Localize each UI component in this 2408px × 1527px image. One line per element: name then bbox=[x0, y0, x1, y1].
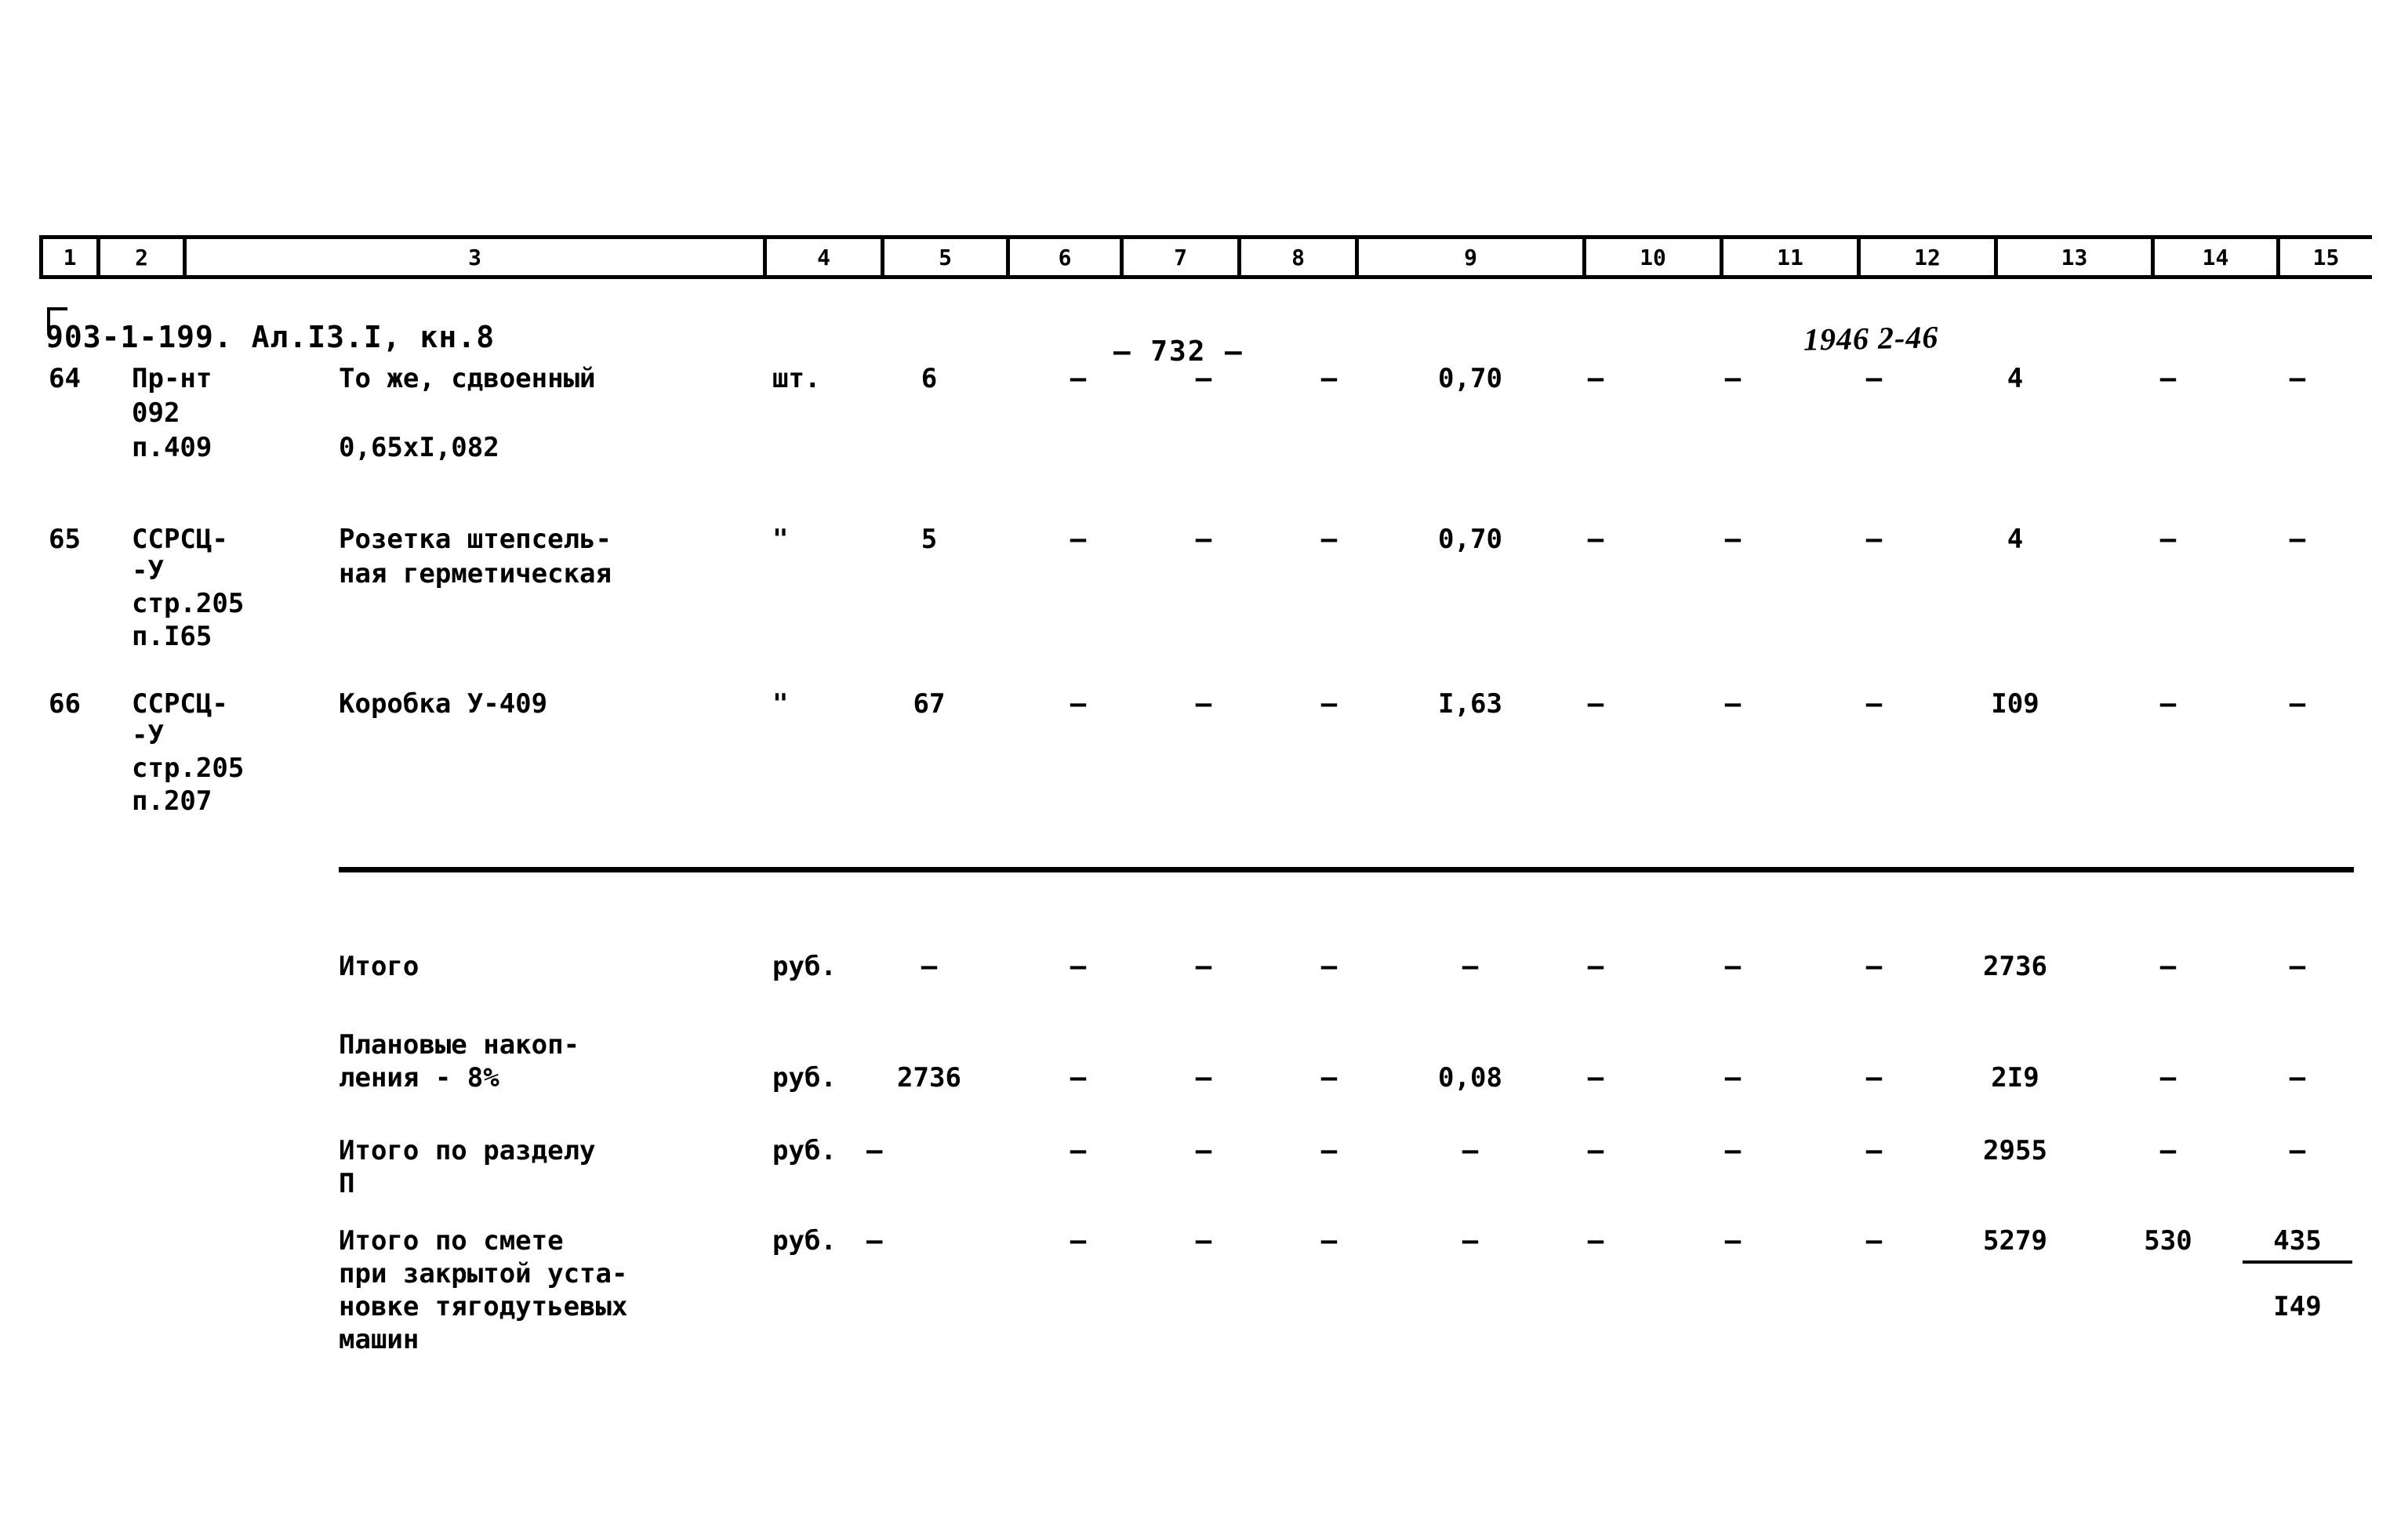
total-col5: 2736 bbox=[897, 1062, 961, 1094]
total-label: Итого по разделу bbox=[339, 1135, 596, 1166]
total-col9: — bbox=[1462, 1225, 1479, 1257]
row-number: 65 bbox=[49, 524, 81, 555]
total-unit: руб. bbox=[772, 951, 837, 982]
row-col9: 0,70 bbox=[1438, 363, 1502, 394]
column-number-4: 4 bbox=[767, 239, 884, 275]
row-col14: — bbox=[2159, 524, 2177, 555]
total-col15: — bbox=[2289, 951, 2306, 982]
total-col11: — bbox=[1724, 951, 1742, 982]
row-justification-line3: п.409 bbox=[132, 432, 212, 463]
row-justification-line2: -У bbox=[132, 720, 164, 751]
row-justification: ССРСЦ- bbox=[132, 688, 228, 720]
total-col7: — bbox=[1195, 951, 1212, 982]
row-col5: 67 bbox=[913, 688, 946, 720]
total-col8: — bbox=[1320, 1225, 1338, 1257]
total-col9: 0,08 bbox=[1438, 1062, 1502, 1094]
total-label-line3: новке тягодутьевых bbox=[339, 1291, 628, 1322]
row-col6: — bbox=[1070, 688, 1087, 720]
total-unit: руб. bbox=[772, 1135, 837, 1166]
row-col15: — bbox=[2289, 688, 2306, 720]
row-col9: 0,70 bbox=[1438, 524, 1502, 555]
row-col14: — bbox=[2159, 688, 2177, 720]
column-number-15: 15 bbox=[2312, 244, 2340, 270]
row-description: То же, сдвоенный bbox=[339, 363, 596, 394]
total-col14: 530 bbox=[2144, 1225, 2192, 1257]
row-col10: — bbox=[1587, 688, 1604, 720]
total-col6: — bbox=[1070, 1225, 1087, 1257]
column-number-8: 8 bbox=[1241, 239, 1359, 275]
row-justification-line3: стр.205 bbox=[132, 588, 245, 619]
document-code: 903-1-199. Ал.I3.I, кн.8 bbox=[45, 320, 496, 354]
row-number: 64 bbox=[49, 363, 81, 394]
total-col12: — bbox=[1865, 1135, 1883, 1166]
column-number-10: 10 bbox=[1586, 239, 1723, 275]
total-col8: — bbox=[1320, 1062, 1338, 1094]
column-number-6: 6 bbox=[1010, 239, 1124, 275]
row-col11: — bbox=[1724, 688, 1742, 720]
total-col14: — bbox=[2159, 951, 2177, 982]
total-col7: — bbox=[1195, 1062, 1212, 1094]
total-col12: — bbox=[1865, 1225, 1883, 1257]
total-col10: — bbox=[1587, 1062, 1604, 1094]
total-col12: — bbox=[1865, 951, 1883, 982]
total-col10: — bbox=[1587, 1225, 1604, 1257]
total-col15-second: I49 bbox=[2273, 1291, 2322, 1322]
row-justification-line4: п.207 bbox=[132, 785, 212, 817]
row-justification-line2: -У bbox=[132, 555, 164, 586]
row-col14: — bbox=[2159, 363, 2177, 394]
row-justification-line3: стр.205 bbox=[132, 753, 245, 784]
total-col5: — bbox=[921, 951, 938, 982]
row-col5: 6 bbox=[921, 363, 938, 394]
total-col9: — bbox=[1462, 1135, 1479, 1166]
row-col13: 4 bbox=[2007, 524, 2024, 555]
total-col14: — bbox=[2159, 1062, 2177, 1094]
total-label-line2: П bbox=[339, 1168, 355, 1199]
row-col15: — bbox=[2289, 524, 2306, 555]
row-col10: — bbox=[1587, 363, 1604, 394]
row-description: Розетка штепсель- bbox=[339, 524, 612, 555]
row-col5: 5 bbox=[921, 524, 938, 555]
column-number-11: 11 bbox=[1723, 239, 1861, 275]
row-justification-line2: 092 bbox=[132, 397, 180, 429]
total-col7: — bbox=[1195, 1135, 1212, 1166]
row-col8: — bbox=[1320, 688, 1338, 720]
total-col8: — bbox=[1320, 951, 1338, 982]
row-unit: " bbox=[772, 524, 789, 555]
column-number-5: 5 bbox=[884, 239, 1010, 275]
row-col12: — bbox=[1865, 688, 1883, 720]
total-label-line4: машин bbox=[339, 1324, 419, 1355]
row-col7: — bbox=[1195, 688, 1212, 720]
column-number-3: 3 bbox=[187, 239, 767, 275]
total-col15: 435 bbox=[2243, 1223, 2352, 1264]
total-col13: 5279 bbox=[1983, 1225, 2047, 1257]
row-unit: " bbox=[772, 688, 789, 720]
column-number-2: 2 bbox=[100, 239, 187, 275]
total-label: Итого bbox=[339, 951, 419, 982]
column-number-13: 13 bbox=[1998, 239, 2155, 275]
total-col5: — bbox=[866, 1225, 883, 1257]
row-col11: — bbox=[1724, 363, 1742, 394]
total-label-line2: ления - 8% bbox=[339, 1062, 499, 1094]
row-col8: — bbox=[1320, 524, 1338, 555]
totals-separator-rule bbox=[339, 867, 2354, 872]
row-col12: — bbox=[1865, 363, 1883, 394]
row-col8: — bbox=[1320, 363, 1338, 394]
total-col13: 2736 bbox=[1983, 951, 2047, 982]
row-col7: — bbox=[1195, 524, 1212, 555]
handwritten-stamp: 1946 2-46 bbox=[1803, 319, 1939, 357]
total-col10: — bbox=[1587, 1135, 1604, 1166]
total-col7: — bbox=[1195, 1225, 1212, 1257]
total-col15: — bbox=[2289, 1062, 2306, 1094]
total-col8: — bbox=[1320, 1135, 1338, 1166]
row-justification: Пр-нт bbox=[132, 363, 212, 394]
row-unit: шт. bbox=[772, 363, 821, 394]
column-number-band bbox=[39, 235, 2372, 279]
total-col6: — bbox=[1070, 1062, 1087, 1094]
total-col13: 2955 bbox=[1983, 1135, 2047, 1166]
total-col11: — bbox=[1724, 1062, 1742, 1094]
row-col13: I09 bbox=[1991, 688, 2039, 720]
total-col5: — bbox=[866, 1135, 883, 1166]
total-col12: — bbox=[1865, 1062, 1883, 1094]
column-number-9: 9 bbox=[1359, 239, 1586, 275]
total-col9: — bbox=[1462, 951, 1479, 982]
column-number-14: 14 bbox=[2155, 239, 2280, 275]
total-label: Итого по смете bbox=[339, 1225, 564, 1257]
row-description-line2: ная герметическая bbox=[339, 558, 612, 589]
row-col6: — bbox=[1070, 524, 1087, 555]
row-description-line2: 0,65хI,082 bbox=[339, 432, 499, 463]
total-col6: — bbox=[1070, 1135, 1087, 1166]
column-number-12: 12 bbox=[1861, 239, 1998, 275]
total-unit: руб. bbox=[772, 1062, 837, 1094]
row-number: 66 bbox=[49, 688, 81, 720]
total-col11: — bbox=[1724, 1135, 1742, 1166]
row-col11: — bbox=[1724, 524, 1742, 555]
total-col6: — bbox=[1070, 951, 1087, 982]
total-col10: — bbox=[1587, 951, 1604, 982]
total-col11: — bbox=[1724, 1225, 1742, 1257]
page-number: — 732 — bbox=[1113, 336, 1244, 368]
total-col13: 2I9 bbox=[1991, 1062, 2039, 1094]
column-number-7: 7 bbox=[1124, 239, 1241, 275]
row-col15: — bbox=[2289, 363, 2306, 394]
total-col14: — bbox=[2159, 1135, 2177, 1166]
total-col15: — bbox=[2289, 1135, 2306, 1166]
total-label: Плановые накоп- bbox=[339, 1029, 580, 1061]
row-description: Коробка У-409 bbox=[339, 688, 548, 720]
column-number-1: 1 bbox=[39, 239, 100, 275]
total-label-line2: при закрытой уста- bbox=[339, 1258, 628, 1289]
row-justification: ССРСЦ- bbox=[132, 524, 228, 555]
row-col9: I,63 bbox=[1438, 688, 1502, 720]
total-unit: руб. bbox=[772, 1225, 837, 1257]
row-justification-line4: п.I65 bbox=[132, 621, 212, 652]
row-col10: — bbox=[1587, 524, 1604, 555]
row-col12: — bbox=[1865, 524, 1883, 555]
row-col7: — bbox=[1195, 363, 1212, 394]
row-col6: — bbox=[1070, 363, 1087, 394]
row-col13: 4 bbox=[2007, 363, 2024, 394]
